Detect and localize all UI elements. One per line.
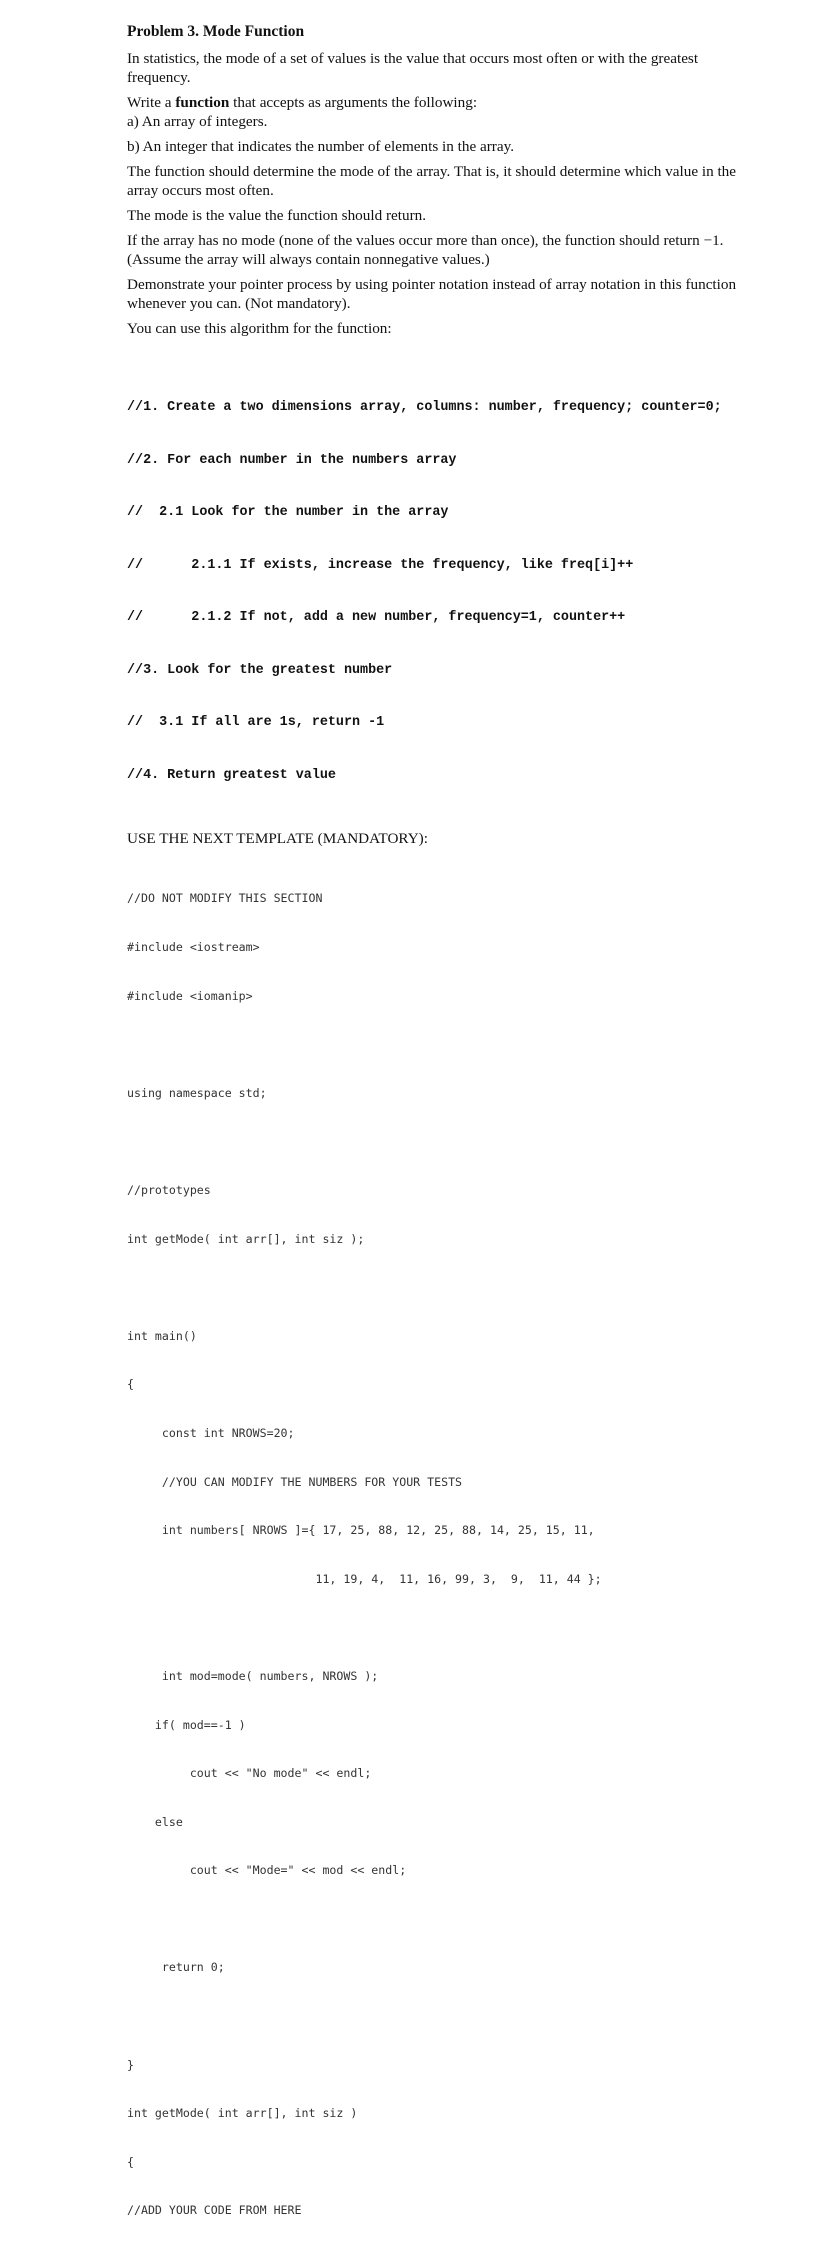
no-mode-line: If the array has no mode (none of the values occur more than once), the function should return −1. — [127, 232, 724, 249]
code-line: int main() — [127, 1328, 197, 1343]
code-line: int getMode( int arr[], int siz ) — [127, 2106, 358, 2121]
argument-b: b) An integer that indicates the number of elements in the array. — [127, 138, 515, 155]
determine-line: array occurs most often. — [127, 182, 274, 199]
algorithm-line: // 2.1.1 If exists, increase the frequency, like freq[i]++ — [127, 557, 634, 573]
algorithm-line: //3. Look for the greatest number — [127, 662, 393, 678]
code-line — [127, 1279, 787, 1295]
code-line: } — [127, 2057, 134, 2072]
algorithm-line: //4. Return greatest value — [127, 767, 336, 783]
argument-a: a) An array of integers. — [127, 113, 268, 130]
intro-line: frequency. — [127, 69, 191, 86]
code-line: cout << "Mode=" << mod << endl; — [127, 1863, 407, 1878]
algorithm-line: // 2.1.2 If not, add a new number, frequency=1, counter++ — [127, 610, 626, 625]
code-line: { — [127, 2154, 134, 2169]
code-line — [127, 1036, 787, 1052]
algorithm-line: //1. Create a two dimensions array, columns: number, frequency; counter=0; — [127, 400, 722, 415]
algorithm-line: //2. For each number in the numbers array — [127, 452, 457, 468]
code-line — [127, 1133, 787, 1149]
code-line: const int NROWS=20; — [127, 1425, 295, 1440]
no-mode-paragraph — [127, 231, 787, 269]
code-line — [127, 1911, 787, 1927]
write-prefix: Write a — [127, 94, 176, 111]
write-function-line — [127, 93, 787, 112]
code-line: int numbers[ NROWS ]={ 17, 25, 88, 12, 25, 88, 14, 25, 15, 11, — [127, 1523, 595, 1538]
no-mode-line: (Assume the array will always contain nonnegative values.) — [127, 251, 490, 268]
write-bold-word: function — [175, 94, 230, 111]
algorithm-line: // 3.1 If all are 1s, return -1 — [127, 715, 385, 730]
code-line: else — [127, 1814, 183, 1829]
intro-paragraph — [127, 49, 787, 87]
code-line: //YOU CAN MODIFY THE NUMBERS FOR YOUR TESTS — [127, 1474, 463, 1489]
code-line — [127, 1619, 787, 1635]
code-line: int mod=mode( numbers, NROWS ); — [127, 1668, 379, 1683]
code-line: #include <iostream> — [127, 940, 260, 954]
code-line — [127, 2008, 787, 2024]
code-line: //prototypes — [127, 1182, 211, 1197]
determine-line: The function should determine the mode of the array. That is, it should determine which value in the — [127, 163, 737, 180]
intro-line: In statistics, the mode of a set of values is the value that occurs most often or with the greatest — [127, 50, 699, 67]
pointer-line: whenever you can. (Not mandatory). — [127, 295, 351, 312]
code-template — [127, 858, 787, 2251]
algorithm-intro: You can use this algorithm for the function: — [127, 320, 392, 337]
write-suffix: that accepts as arguments the following: — [229, 94, 478, 111]
code-line: int getMode( int arr[], int siz ); — [127, 1231, 365, 1246]
pointer-line: Demonstrate your pointer process by using pointer notation instead of array notation in this function — [127, 276, 737, 293]
code-line: if( mod==-1 ) — [127, 1717, 246, 1732]
algorithm-block — [127, 364, 787, 819]
code-line: #include <iomanip> — [127, 988, 253, 1003]
code-line: 11, 19, 4, 11, 16, 99, 3, 9, 11, 44 }; — [127, 1571, 602, 1586]
determine-paragraph — [127, 162, 787, 200]
return-paragraph: The mode is the value the function should return. — [127, 207, 427, 224]
code-line: //ADD YOUR CODE FROM HERE — [127, 2203, 302, 2218]
problem-title: Problem 3. Mode Function — [127, 23, 305, 40]
algorithm-line: // 2.1 Look for the number in the array — [127, 505, 449, 520]
problem-document — [127, 22, 787, 2251]
code-line: //DO NOT MODIFY THIS SECTION — [127, 891, 323, 906]
pointer-paragraph — [127, 275, 787, 313]
code-line: using namespace std; — [127, 1085, 267, 1100]
arguments-paragraph — [127, 93, 787, 131]
code-line: { — [127, 1377, 134, 1392]
code-line: cout << "No mode" << endl; — [127, 1766, 372, 1781]
code-line: return 0; — [127, 1960, 225, 1975]
template-title: USE THE NEXT TEMPLATE (MANDATORY): — [127, 830, 428, 847]
